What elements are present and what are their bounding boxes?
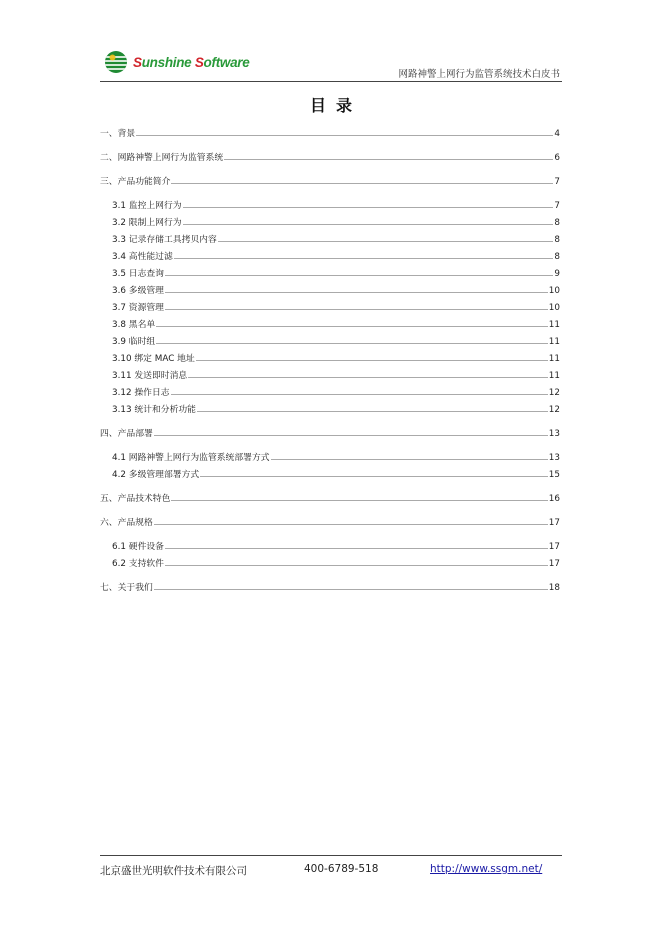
toc-entry[interactable] — [112, 214, 560, 228]
toc-entry-page: 15 — [548, 470, 560, 480]
toc-entry-page: 12 — [548, 405, 560, 415]
toc-dot-leader — [165, 309, 548, 310]
toc-entry-page: 8 — [554, 218, 560, 228]
toc-entry[interactable] — [112, 466, 560, 480]
toc-dot-leader — [156, 326, 548, 327]
toc-dot-leader — [165, 565, 548, 566]
toc-entry-label: 七、关于我们 — [100, 583, 153, 593]
toc-entry[interactable] — [100, 173, 560, 187]
toc-entry-label: 3.8 黑名单 — [112, 320, 156, 330]
page-footer — [100, 863, 562, 879]
toc-heading: 目录 — [309, 96, 362, 115]
toc-entry[interactable] — [112, 197, 560, 211]
toc-entry[interactable] — [112, 333, 560, 347]
toc-entry-page: 4 — [554, 129, 560, 139]
toc-entry[interactable] — [100, 579, 560, 593]
toc-entry-label: 3.2 限制上网行为 — [112, 218, 182, 228]
toc-entry-label: 6.1 硬件设备 — [112, 542, 164, 552]
toc-entry-label: 4.1 网路神警上网行为监管系统部署方式 — [112, 453, 270, 463]
toc-dot-leader — [200, 476, 548, 477]
toc-entry[interactable] — [112, 538, 560, 552]
document-title: 网路神警上网行为监管系统技术白皮书 — [398, 69, 560, 80]
toc-entry-page: 8 — [554, 252, 560, 262]
footer-website-link[interactable]: http://www.ssgm.net/ — [430, 863, 543, 875]
toc-dot-leader — [183, 224, 554, 225]
toc-dot-leader — [165, 275, 553, 276]
toc-entry-label: 6.2 支持软件 — [112, 559, 164, 569]
toc-dot-leader — [136, 135, 553, 136]
toc-dot-leader — [156, 343, 548, 344]
toc-entry-label: 3.13 统计和分析功能 — [112, 405, 196, 415]
toc-dot-leader — [165, 548, 548, 549]
toc-entry-label: 3.11 发送即时消息 — [112, 371, 188, 381]
toc-entry-page: 7 — [554, 177, 560, 187]
toc-entry-page: 13 — [548, 453, 560, 463]
toc-dot-leader — [154, 435, 548, 436]
toc-entry[interactable] — [100, 125, 560, 139]
toc-entry[interactable] — [100, 490, 560, 504]
logo-wordmark: Sunshine Software — [133, 54, 250, 70]
footer-company: 北京盛世光明软件技术有限公司 — [100, 865, 247, 877]
toc-entry-label: 3.1 监控上网行为 — [112, 201, 182, 211]
sunshine-globe-icon — [104, 50, 128, 74]
toc-dot-leader — [183, 207, 554, 208]
toc-entry-label: 3.5 日志查询 — [112, 269, 164, 279]
toc-entry-label: 3.6 多级管理 — [112, 286, 164, 296]
toc-dot-leader — [154, 589, 548, 590]
toc-dot-leader — [271, 459, 548, 460]
toc-entry-label: 3.4 高性能过滤 — [112, 252, 173, 262]
toc-entry-label: 3.9 临时组 — [112, 337, 156, 347]
toc-entry-page: 11 — [548, 371, 560, 381]
footer-phone: 400-6789-518 — [304, 863, 379, 875]
toc-entry-label: 六、产品规格 — [100, 518, 153, 528]
toc-entry-page: 18 — [548, 583, 560, 593]
toc-entry[interactable] — [112, 384, 560, 398]
toc-entry[interactable] — [112, 248, 560, 262]
toc-entry[interactable] — [112, 449, 560, 463]
toc-entry-page: 11 — [548, 337, 560, 347]
toc-entry-page: 17 — [548, 559, 560, 569]
toc-entry[interactable] — [100, 514, 560, 528]
toc-dot-leader — [154, 524, 548, 525]
toc-entry[interactable] — [100, 149, 560, 163]
toc-entry[interactable] — [112, 265, 560, 279]
toc-entry-label: 4.2 多级管理部署方式 — [112, 470, 200, 480]
toc-entry-page: 10 — [548, 286, 560, 296]
toc-dot-leader — [224, 159, 553, 160]
toc-entry[interactable] — [112, 555, 560, 569]
toc-entry-page: 17 — [548, 518, 560, 528]
toc-dot-leader — [197, 411, 548, 412]
toc-entry-label: 一、背景 — [100, 129, 136, 139]
toc-entry-page: 11 — [548, 354, 560, 364]
toc-entry-label: 3.3 记录存储工具拷贝内容 — [112, 235, 217, 245]
toc-dot-leader — [188, 377, 548, 378]
sunshine-logo — [104, 48, 249, 76]
toc-dot-leader — [171, 500, 547, 501]
header-divider — [100, 81, 562, 82]
toc-entry-label: 3.12 操作日志 — [112, 388, 170, 398]
toc-entry-page: 8 — [554, 235, 560, 245]
toc-entry-page: 11 — [548, 320, 560, 330]
toc-dot-leader — [218, 241, 554, 242]
toc-entry[interactable] — [112, 282, 560, 296]
toc-entry-page: 6 — [554, 153, 560, 163]
toc-entry[interactable] — [112, 316, 560, 330]
toc-entry-label: 四、产品部署 — [100, 429, 153, 439]
toc-entry[interactable] — [112, 401, 560, 415]
toc-entry-label: 三、产品功能简介 — [100, 177, 171, 187]
toc-dot-leader — [196, 360, 548, 361]
toc-dot-leader — [174, 258, 554, 259]
toc-entry-label: 二、网路神警上网行为监管系统 — [100, 153, 224, 163]
toc-entry-page: 12 — [548, 388, 560, 398]
page-header — [100, 44, 562, 84]
toc-entry-label: 五、产品技术特色 — [100, 494, 171, 504]
toc-entry-page: 10 — [548, 303, 560, 313]
toc-dot-leader — [171, 183, 553, 184]
toc-entry[interactable] — [112, 367, 560, 381]
footer-divider — [100, 855, 562, 856]
toc-entry[interactable] — [112, 231, 560, 245]
toc-entry-label: 3.10 绑定 MAC 地址 — [112, 354, 195, 364]
toc-entry[interactable] — [100, 425, 560, 439]
toc-entry-page: 9 — [554, 269, 560, 279]
toc-entry-page: 13 — [548, 429, 560, 439]
toc-entry-page: 16 — [548, 494, 560, 504]
toc-dot-leader — [165, 292, 548, 293]
toc-entry-label: 3.7 资源管理 — [112, 303, 164, 313]
toc-entry[interactable] — [112, 350, 560, 364]
toc-entry[interactable] — [112, 299, 560, 313]
toc-entry-page: 7 — [554, 201, 560, 211]
toc-entry-page: 17 — [548, 542, 560, 552]
toc-dot-leader — [171, 394, 548, 395]
